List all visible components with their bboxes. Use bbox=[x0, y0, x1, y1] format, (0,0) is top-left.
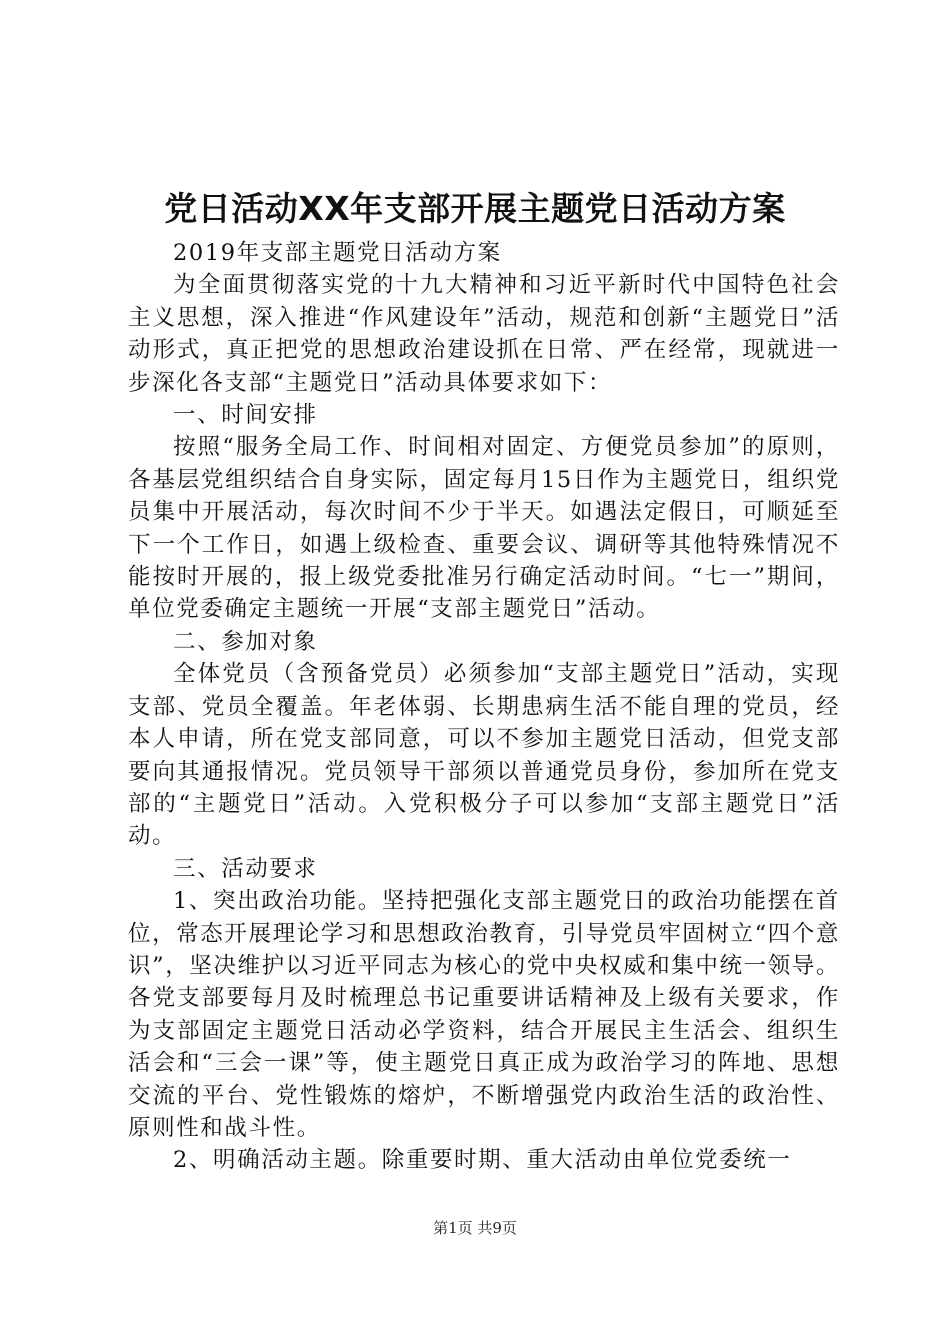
time-paragraph: 按照“服务全局工作、时间相对固定、方便党员参加”的原则，各基层党组织结合自身实际，固定每月15日作为主题党日，组织党员集中开展活动，每次时间不少于半天。如遇法定假日，可顺延至下一个工作日，如遇上级检查、重要会议、调研等其他特殊情况不能按时开展的，报上级党委批准另行确定活动时间。“七一”期间，单位党委确定主题统一开展“支部主题党日”活动。 bbox=[128, 434, 840, 623]
section-heading-participants: 二、参加对象 bbox=[173, 628, 318, 655]
section-heading-requirements: 三、活动要求 bbox=[173, 855, 318, 882]
document-title: 党日活动XX年支部开展主题党日活动方案 bbox=[164, 189, 786, 228]
document-body bbox=[128, 237, 840, 1177]
page-footer: 第1页 共9页 bbox=[433, 1219, 517, 1237]
requirement-2-paragraph: 2、明确活动主题。除重要时期、重大活动由单位党委统一 bbox=[173, 1147, 792, 1174]
intro-paragraph: 为全面贯彻落实党的十九大精神和习近平新时代中国特色社会主义思想，深入推进“作风建设年”活动，规范和创新“主题党日”活动形式，真正把党的思想政治建设抓在日常、严在经常，现就进一步深化各支部“主题党日”活动具体要求如下： bbox=[128, 272, 840, 396]
section-heading-time: 一、时间安排 bbox=[173, 402, 318, 429]
requirement-1-paragraph: 1、突出政治功能。坚持把强化支部主题党日的政治功能摆在首位，常态开展理论学习和思想政治教育，引导党员牢固树立“四个意识”，坚决维护以习近平同志为核心的党中央权威和集中统一领导。各党支部要每月及时梳理总书记重要讲话精神及上级有关要求，作为支部固定主题党日活动必学资料，结合开展民主生活会、组织生活会和“三会一课”等，使主题党日真正成为政治学习的阵地、思想交流的平台、党性锻炼的熔炉，不断增强党内政治生活的政治性、原则性和战斗性。 bbox=[128, 888, 841, 1141]
participants-paragraph: 全体党员（含预备党员）必须参加“支部主题党日”活动，实现支部、党员全覆盖。年老体弱、长期患病生活不能自理的党员，经本人申请，所在党支部同意，可以不参加主题党日活动，但党支部要向其通报情况。党员领导干部须以普通党员身份，参加所在党支部的“主题党日”活动。入党积极分子可以参加“支部主题党日”活动。 bbox=[128, 661, 840, 850]
subtitle-paragraph: 2019年支部主题党日活动方案 bbox=[173, 240, 502, 266]
